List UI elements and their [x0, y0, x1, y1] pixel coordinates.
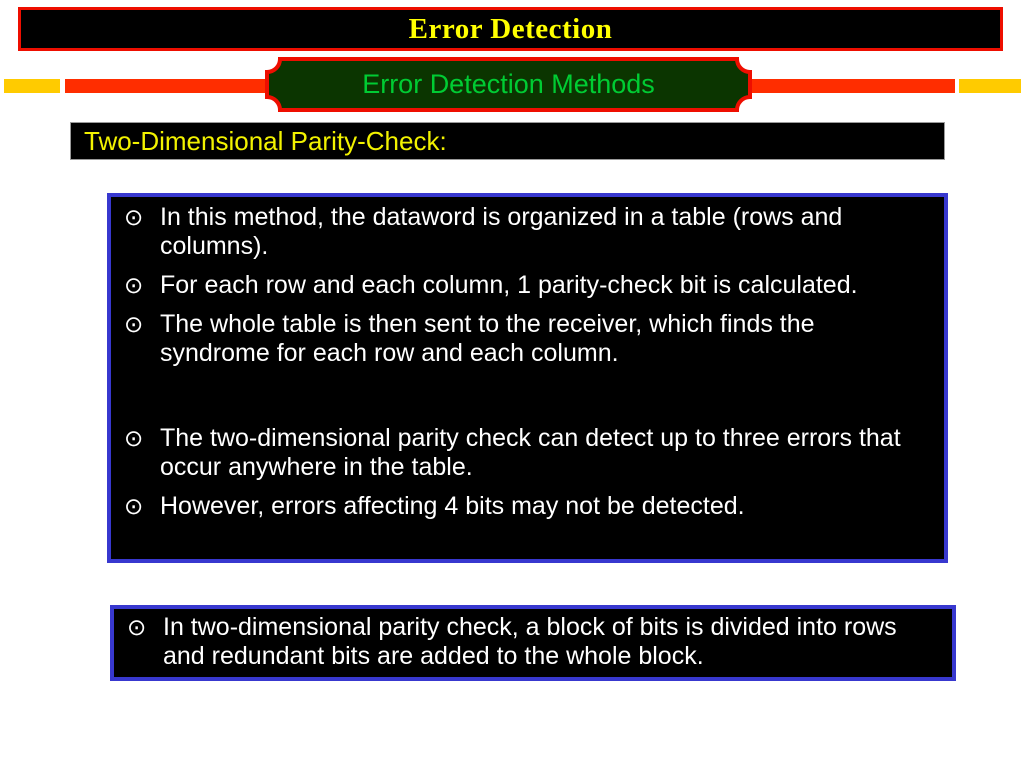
bullet-text: In two-dimensional parity check, a block of bits is divided into rows and redundant bits are added to the whole block.	[163, 613, 897, 670]
note-box	[110, 605, 956, 681]
circled-dot-bullet-icon: ⊙	[124, 204, 144, 230]
circled-dot-bullet-icon: ⊙	[124, 493, 144, 519]
bullet-item	[111, 310, 926, 368]
circled-dot-bullet-icon: ⊙	[124, 425, 144, 451]
bullet-item	[114, 613, 942, 671]
slide-title-banner	[18, 7, 1003, 51]
bullet-item	[111, 271, 926, 300]
note-bullet-list	[114, 613, 942, 671]
bullet-item	[111, 203, 926, 261]
section-heading: Two-Dimensional Parity-Check:	[84, 125, 447, 156]
circled-dot-bullet-icon: ⊙	[124, 272, 144, 298]
ribbon-yellow-bar-right	[959, 79, 1021, 93]
methods-plaque-label: Error Detection Methods	[362, 69, 655, 99]
section-heading-bar	[70, 122, 945, 160]
main-bullet-list	[111, 203, 926, 521]
bullet-text: For each row and each column, 1 parity-check bit is calculated.	[160, 271, 858, 299]
circled-dot-bullet-icon: ⊙	[127, 614, 147, 640]
bullet-text: However, errors affecting 4 bits may not be detected.	[160, 492, 745, 520]
slide-title: Error Detection	[408, 12, 613, 45]
bullet-text: The two-dimensional parity check can detect up to three errors that occur anywhere in the table.	[160, 424, 901, 481]
circled-dot-bullet-icon: ⊙	[124, 311, 144, 337]
bullet-gap	[111, 378, 926, 414]
bullet-text: The whole table is then sent to the receiver, which finds the syndrome for each row and each column.	[160, 310, 815, 367]
bullet-item	[111, 424, 926, 482]
bullet-item	[111, 492, 926, 521]
main-bullet-box	[107, 193, 948, 563]
bullet-text: In this method, the dataword is organized in a table (rows and columns).	[160, 203, 843, 260]
ribbon-yellow-bar-left	[4, 79, 60, 93]
methods-plaque	[265, 57, 752, 112]
